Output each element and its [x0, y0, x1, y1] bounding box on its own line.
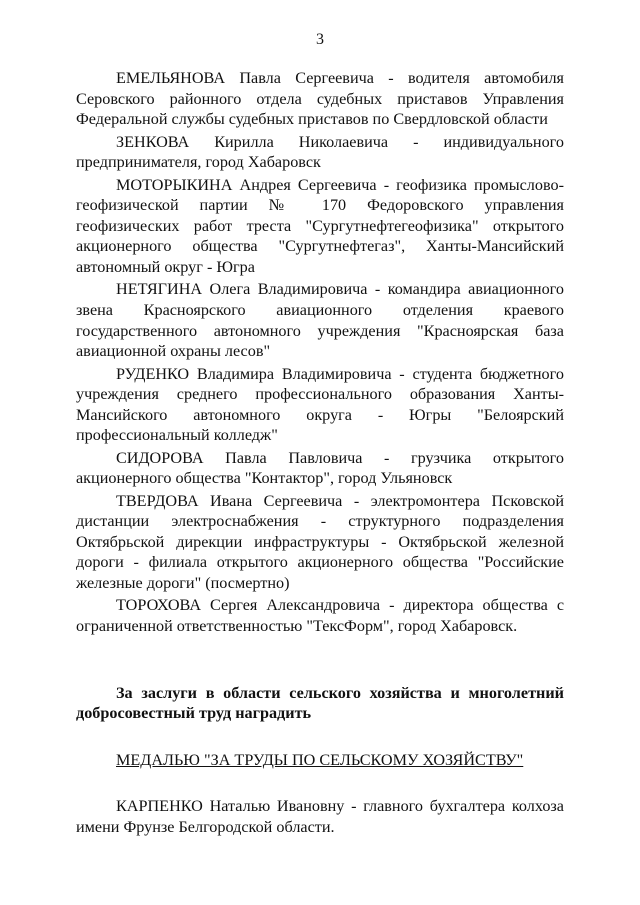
award-entry: КАРПЕНКО Наталью Ивановну - главного бухгалтера колхоза имени Фрунзе Белгородской области.: [76, 797, 564, 836]
award-entry: ТВЕРДОВА Ивана Сергеевича - электромонтера Псковской дистанции электроснабжения - структурного подразделения Октябрьской дирекции инфраструктуры - Октябрьской железной дороги - филиала открытого акционерного общества "Российские железные дороги" (посмертно): [76, 491, 564, 593]
page-number: 3: [316, 31, 324, 48]
document-body: [76, 68, 564, 839]
award-entry: ЗЕНКОВА Кирилла Николаевича - индивидуального предпринимателя, город Хабаровск: [76, 132, 564, 172]
section-heading: За заслуги в области сельского хозяйства и многолетний добросовестный труд наградить: [76, 683, 564, 723]
award-entry: НЕТЯГИНА Олега Владимировича - командира авиационного звена Красноярского авиационного отделения краевого государственного автономного учреждения "Красноярская база авиационной охраны лесов": [76, 280, 564, 361]
award-entry: ЕМЕЛЬЯНОВА Павла Сергеевича - водителя автомобиля Серовского районного отдела судебных приставов Управления Федеральной службы судебных приставов по Свердловской области: [76, 69, 564, 129]
award-entry: ТОРОХОВА Сергея Александровича - директора общества с ограниченной ответственностью "ТексФорм", город Хабаровск.: [76, 596, 564, 636]
award-entry: МОТОРЫКИНА Андрея Сергеевича - геофизика промыслово-геофизической партии № 170 Федоровского управления геофизических работ треста "Сургутнефтегеофизика" открытого акционерного общества "Сургутнефтегаз", Ханты-Мансийский автономный округ - Югра: [76, 175, 564, 276]
award-entry: СИДОРОВА Павла Павловича - грузчика открытого акционерного общества "Контактор", город Ульяновск: [76, 448, 564, 488]
medal-title: МЕДАЛЬЮ "ЗА ТРУДЫ ПО СЕЛЬСКОМУ ХОЗЯЙСТВУ": [116, 750, 524, 769]
award-entry: РУДЕНКО Владимира Владимировича - студента бюджетного учреждения среднего профессионального образования Ханты-Мансийского автономного округа - Югры "Белоярский профессиональный колледж": [76, 364, 564, 445]
